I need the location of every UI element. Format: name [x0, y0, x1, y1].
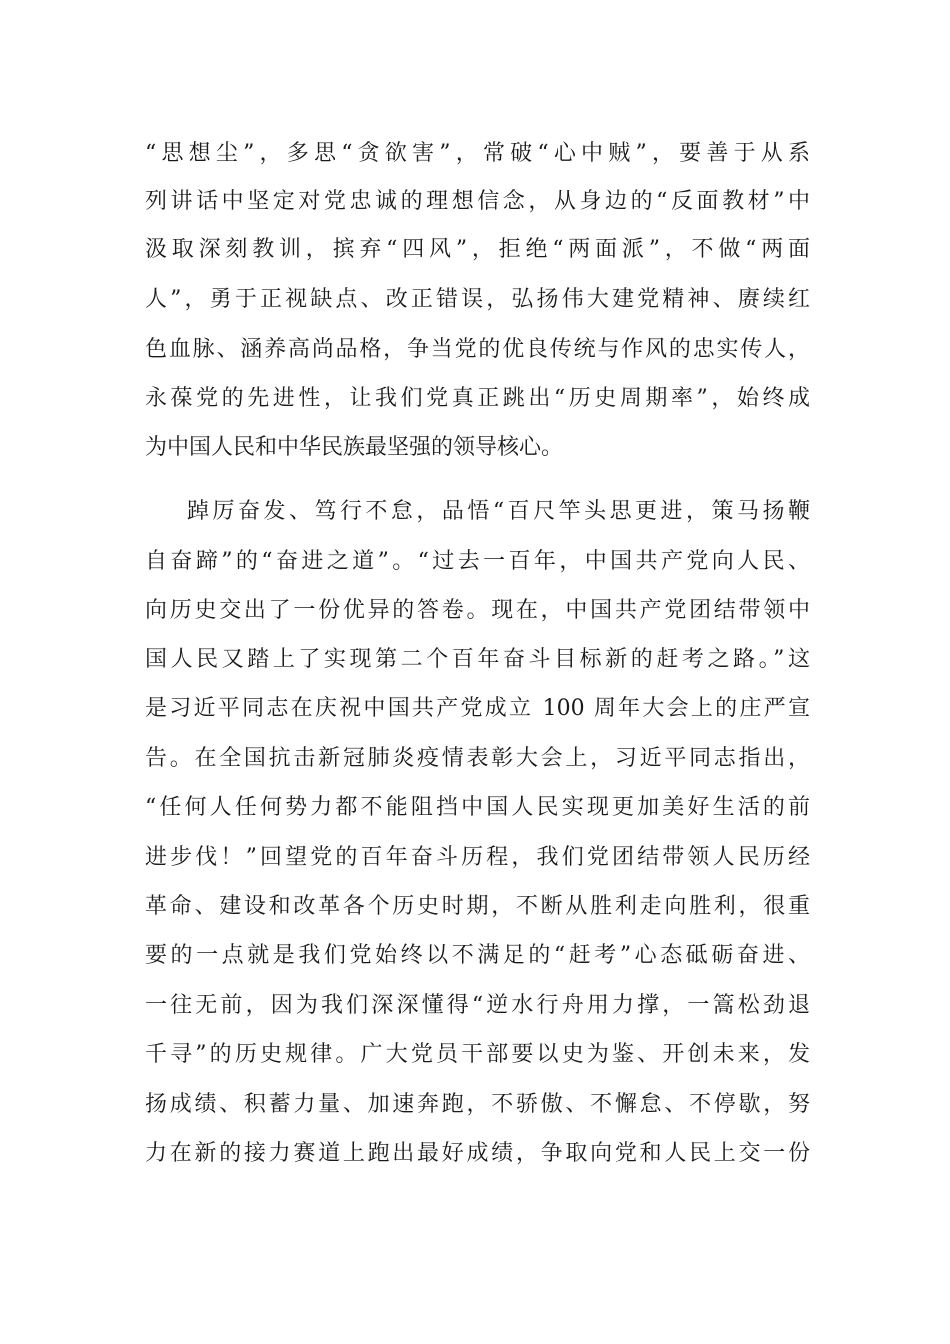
text-line: 向历史交出了一份优异的答卷。现在，中国共产党团结带领中 — [145, 598, 810, 623]
text-line: 自奋蹄”的“奋进之道”。“过去一百年，中国共产党向人民、 — [145, 549, 810, 574]
text-line: 永葆党的先进性，让我们党真正跳出“历史周期率”，始终成 — [145, 386, 810, 411]
text-line: 千寻”的历史规律。广大党员干部要以史为鉴、开创未来，发 — [145, 1042, 810, 1067]
text-line: 是习近平同志在庆祝中国共产党成立 100 周年大会上的庄严宣 — [145, 696, 810, 721]
text-line: 色血脉、涵养高尚品格，争当党的优良传统与作风的忠实传人， — [145, 337, 810, 362]
text-line: 为中国人民和中华民族最坚强的领导核心。 — [145, 435, 564, 460]
text-line: 进步伐！”回望党的百年奋斗历程，我们党团结带领人民历经 — [145, 845, 810, 870]
text-line: 革命、建设和改革各个历史时期，不断从胜利走向胜利，很重 — [145, 894, 810, 919]
text-line: “任何人任何势力都不能阻挡中国人民实现更加美好生活的前 — [145, 795, 810, 820]
text-line: 汲取深刻教训，摈弃“四风”，拒绝“两面派”，不做“两面 — [145, 237, 810, 262]
text-line: 扬成绩、积蓄力量、加速奔跑，不骄傲、不懈怠、不停歇，努 — [145, 1092, 810, 1117]
text-line: 要的一点就是我们党始终以不满足的“赶考”心态砥砺奋进、 — [145, 943, 810, 968]
text-line: “思想尘”，多思“贪欲害”，常破“心中贼”，要善于从系 — [145, 141, 810, 166]
text-line: 列讲话中坚定对党忠诚的理想信念，从身边的“反面教材”中 — [145, 189, 810, 214]
text-line: 告。在全国抗击新冠肺炎疫情表彰大会上，习近平同志指出， — [145, 746, 810, 771]
text-line: 一往无前，因为我们深深懂得“逆水行舟用力撑，一篙松劲退 — [145, 993, 810, 1018]
text-line: 国人民又踏上了实现第二个百年奋斗目标新的赶考之路。”这 — [145, 647, 810, 672]
text-line: 人”，勇于正视缺点、改正错误，弘扬伟大建党精神、赓续红 — [145, 287, 810, 312]
text-line: 力在新的接力赛道上跑出最好成绩，争取向党和人民上交一份 — [145, 1141, 810, 1166]
text-line: 踔厉奋发、笃行不怠，品悟“百尺竿头思更进，策马扬鞭 — [187, 499, 810, 524]
